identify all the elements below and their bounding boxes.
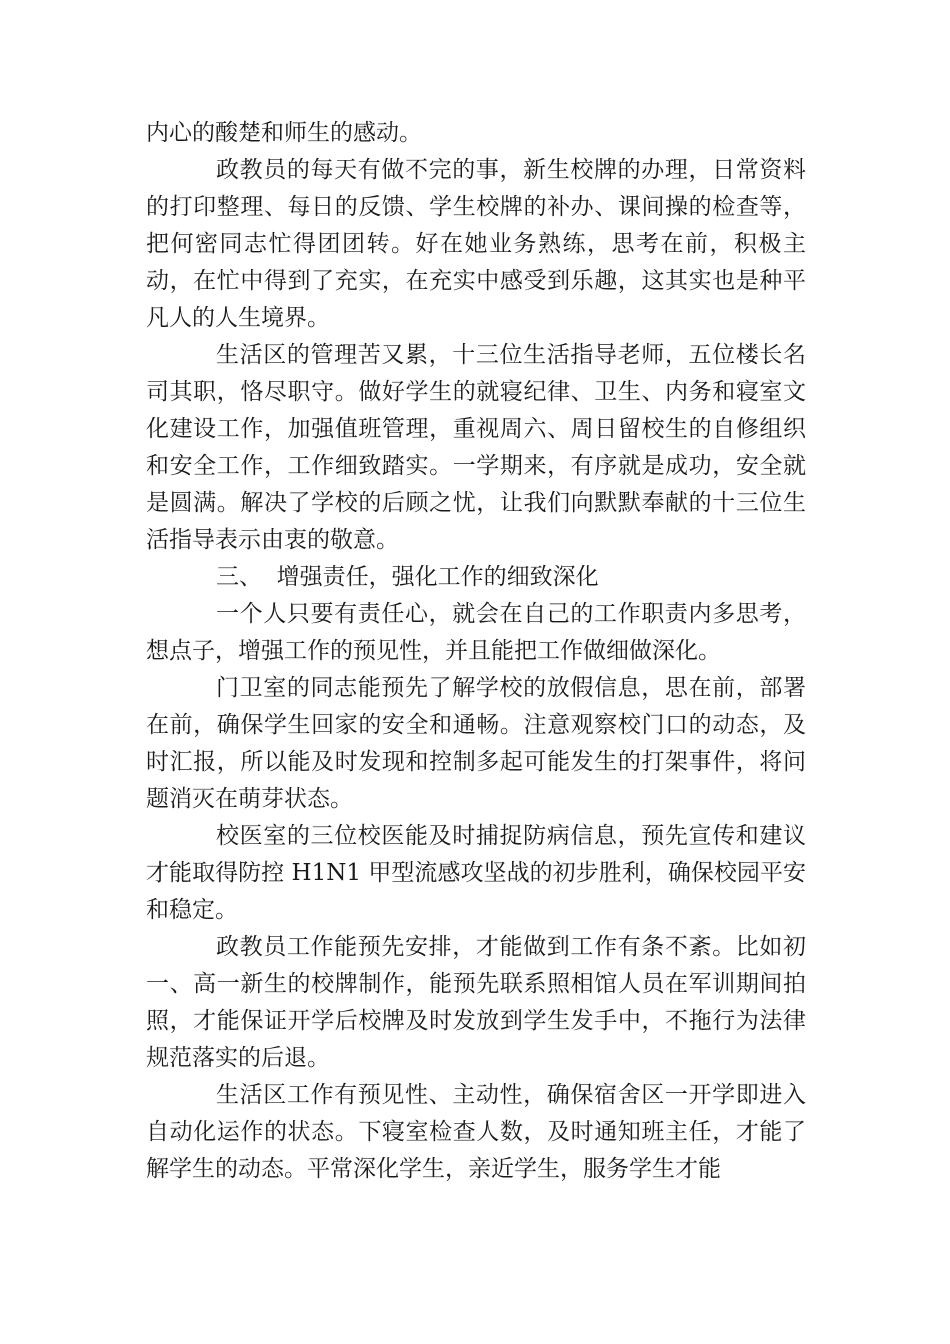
document-body: [146, 115, 806, 1188]
paragraph-living-area: 生活区的管理苦又累，十三位生活指导老师，五位楼长名司其职，恪尽职守。做好学生的就寝纪律、卫生、内务和寝室文化建设工作，加强值班管理，重视周六、周日留校生的自修组织和安全工作，工作细致踏实。一学期来，有序就是成功，安全就是圆满。解决了学校的后顾之忧，让我们向默默奉献的十三位生活指导表示由衷的敬意。: [146, 342, 806, 553]
paragraph-political-staff-planning: 政教员工作能预先安排，才能做到工作有条不紊。比如初一、高一新生的校牌制作，能预先联系照相馆人员在军训期间拍照，才能保证开学后校牌及时发放到学生发手中，不拖行为法律规范落实的后退。: [146, 934, 806, 1071]
paragraph-clinic: 校医室的三位校医能及时捕捉防病信息，预先宣传和建议才能取得防控 H1N1 甲型流感攻坚战的初步胜利，确保校园平安和稳定。: [146, 823, 806, 923]
paragraph-guard-room: 门卫室的同志能预先了解学校的放假信息，思在前，部署在前，确保学生回家的安全和通畅。注意观察校门口的动态，及时汇报，所以能及时发现和控制多起可能发生的打架事件，将问题消灭在萌芽状态。: [146, 675, 806, 812]
paragraph-political-staff: 政教员的每天有做不完的事，新生校牌的办理，日常资料的打印整理、每日的反馈、学生校牌的补办、课间操的检查等，把何密同志忙得团团转。好在她业务熟练，思考在前，积极主动，在忙中得到了充实，在充实中感受到乐趣，这其实也是种平凡人的人生境界。: [146, 157, 806, 331]
paragraph-living-area-foresight: 生活区工作有预见性、主动性，确保宿舍区一开学即进入自动化运作的状态。下寝室检查人数，及时通知班主任，才能了解学生的动态。平常深化学生，亲近学生，服务学生才能: [146, 1082, 806, 1182]
section-heading: 三、 增强责任，强化工作的细致深化: [216, 564, 599, 590]
paragraph-continuation: 内心的酸楚和师生的感动。: [146, 120, 422, 146]
paragraph-responsibility: 一个人只要有责任心，就会在自己的工作职责内多思考，想点子，增强工作的预见性，并且能把工作做细做深化。: [146, 601, 806, 664]
